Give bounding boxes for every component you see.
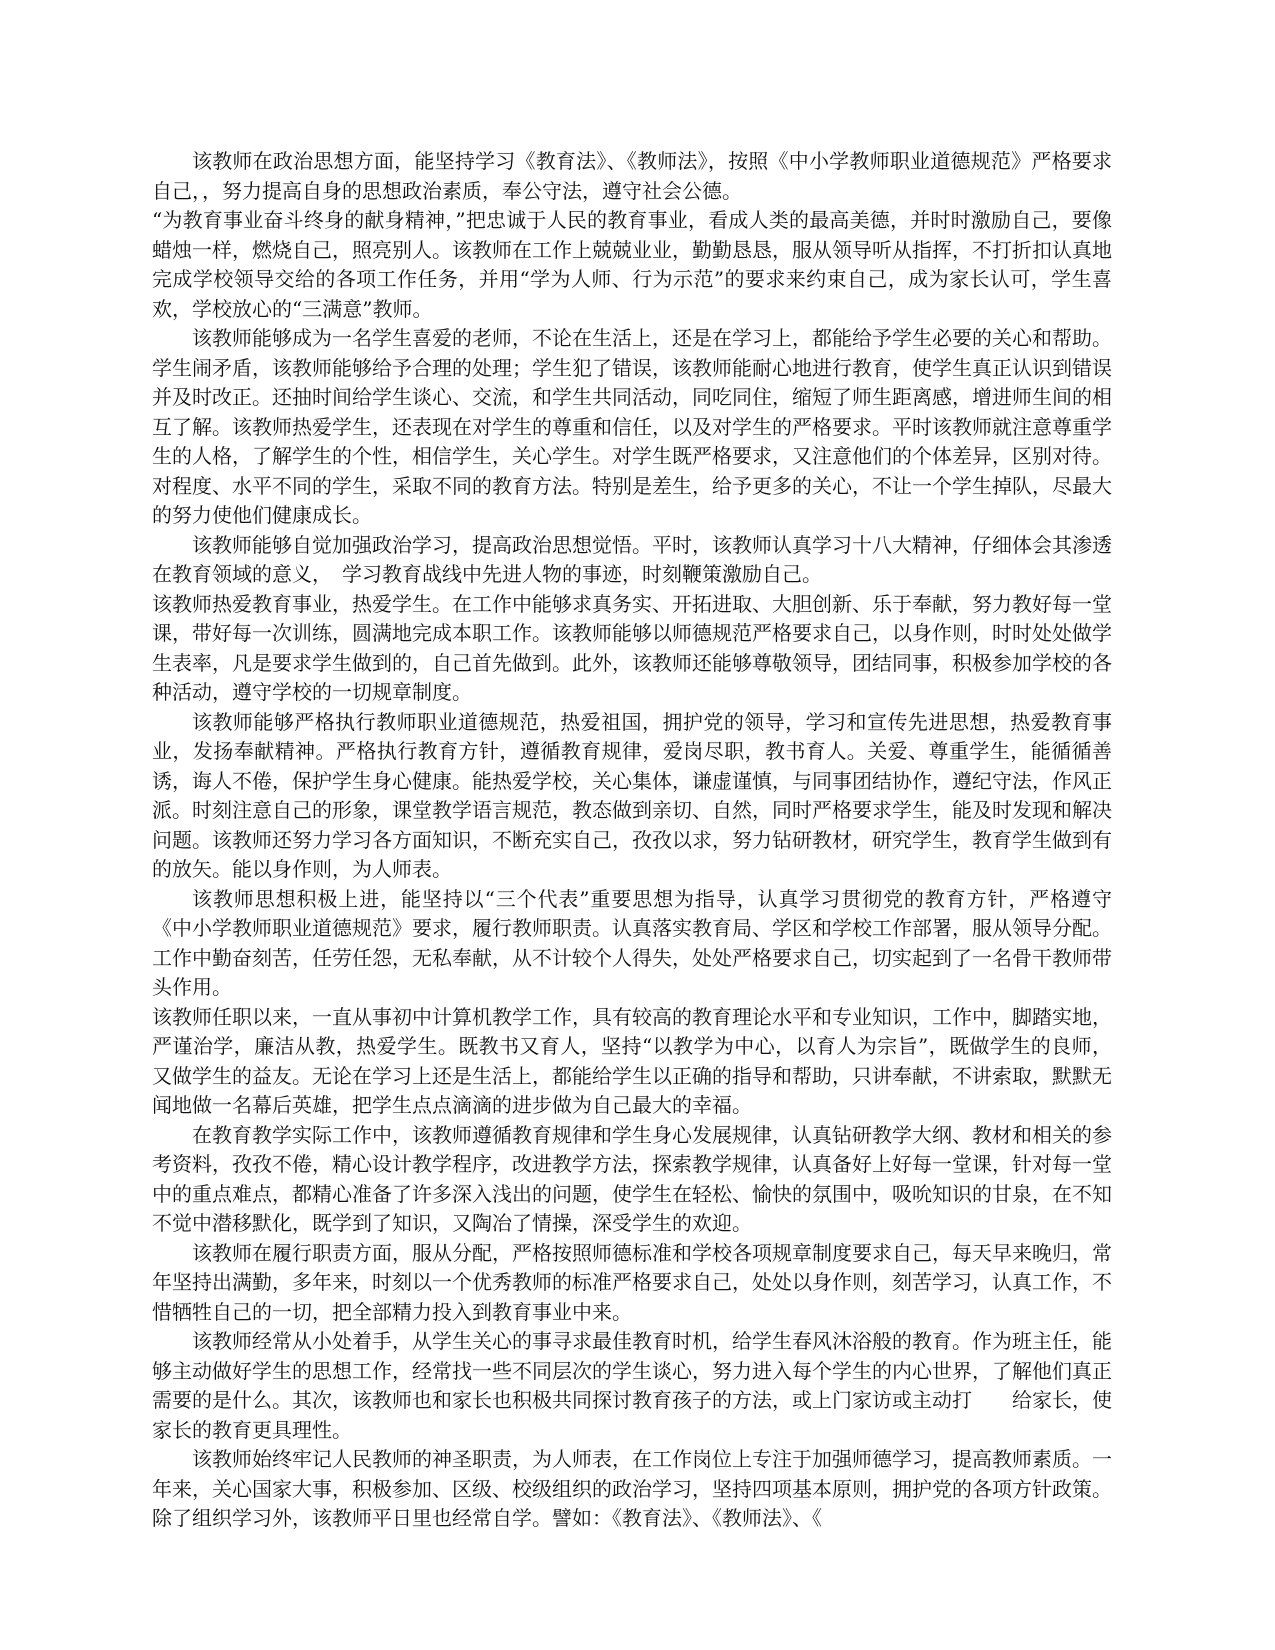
paragraph: 该教师始终牢记人民教师的神圣职责，为人师表，在工作岗位上专注于加强师德学习，提高教师素质。一年来，关心国家大事，积极参加、区级、校级组织的政治学习，坚持四项基本原则，拥护党的各项方针政策。除了组织学习外，该教师平日里也经常自学。譬如：《教育法》、《教师法》、《 (152, 1447, 1112, 1530)
paragraph: 该教师经常从小处着手，从学生关心的事寻求最佳教育时机，给学生春风沐浴般的教育。作为班主任，能够主动做好学生的思想工作，经常找一些不同层次的学生谈心，努力进入每个学生的内心世界，了解他们真正需要的是什么。其次，该教师也和家长也积极共同探讨教育孩子的方法，或上门家访或主动打 给家长，使家长的教育更具理性。 (152, 1329, 1112, 1442)
paragraph: 在教育教学实际工作中，该教师遵循教育规律和学生身心发展规律，认真钻研教学大纲、教材和相关的参考资料，孜孜不倦，精心设计教学程序，改进教学方法，探索教学规律，认真备好上好每一堂课，针对每一堂中的重点难点，都精心准备了许多深入浅出的问题，使学生在轻松、愉快的氛围中，吸吮知识的甘泉，在不知不觉中潜移默化，既学到了知识，又陶冶了情操，深受学生的欢迎。 (152, 1122, 1112, 1235)
paragraph: 该教师热爱教育事业，热爱学生。在工作中能够求真务实、开拓进取、大胆创新、乐于奉献，努力教好每一堂课，带好每一次训练，圆满地完成本职工作。该教师能够以师德规范严格要求自己，以身作则，时时处处做学生表率，凡是要求学生做到的，自己首先做到。此外，该教师还能够尊敬领导，团结同事，积极参加学校的各种活动，遵守学校的一切规章制度。 (152, 591, 1112, 704)
paragraph: 该教师能够自觉加强政治学习，提高政治思想觉悟。平时，该教师认真学习十八大精神，仔细体会其渗透在教育领域的意义， 学习教育战线中先进人物的事迹，时刻鞭策激励自己。 (152, 532, 1112, 586)
paragraph: “为教育事业奋斗终身的献身精神，”把忠诚于人民的教育事业，看成人类的最高美德，并时时激励自己，要像蜡烛一样，燃烧自己，照亮别人。该教师在工作上兢兢业业，勤勤恳恳，服从领导听从指挥，不打折扣认真地完成学校领导交给的各项工作任务，并用“学为人师、行为示范”的要求来约束自己，成为家长认可，学生喜欢，学校放心的“三满意”教师。 (152, 208, 1112, 321)
paragraph: 该教师任职以来，一直从事初中计算机教学工作，具有较高的教育理论水平和专业知识，工作中，脚踏实地，严谨治学，廉洁从教，热爱学生。既教书又育人，坚持“以教学为中心，以育人为宗旨”，既做学生的良师，又做学生的益友。无论在学习上还是生活上，都能给学生以正确的指导和帮助，只讲奉献，不讲索取，默默无闻地做一名幕后英雄，把学生点点滴滴的进步做为自己最大的幸福。 (152, 1004, 1112, 1117)
paragraph: 该教师能够成为一名学生喜爱的老师，不论在生活上，还是在学习上，都能给予学生必要的关心和帮助。学生闹矛盾，该教师能够给予合理的处理；学生犯了错误，该教师能耐心地进行教育，使学生真正认识到错误并及时改正。还抽时间给学生谈心、交流，和学生共同活动，同吃同住，缩短了师生距离感，增进师生间的相互了解。该教师热爱学生，还表现在对学生的尊重和信任，以及对学生的严格要求。平时该教师就注意尊重学生的人格，了解学生的个性，相信学生，关心学生。对学生既严格要求，又注意他们的个体差异，区别对待。对程度、水平不同的学生，采取不同的教育方法。特别是差生，给予更多的关心，不让一个学生掉队，尽最大的努力使他们健康成长。 (152, 326, 1112, 527)
paragraph: 该教师思想积极上进，能坚持以“三个代表”重要思想为指导，认真学习贯彻党的教育方针，严格遵守《中小学教师职业道德规范》要求，履行教师职责。认真落实教育局、学区和学校工作部署，服从领导分配。工作中勤奋刻苦，任劳任怨，无私奉献，从不计较个人得失，处处严格要求自己，切实起到了一名骨干教师带头作用。 (152, 886, 1112, 999)
paragraph: 该教师在政治思想方面，能坚持学习《教育法》、《教师法》，按照《中小学教师职业道德规范》严格要求自己，，努力提高自身的思想政治素质，奉公守法，遵守社会公德。 (152, 149, 1112, 203)
document-body (152, 147, 1112, 1534)
paragraph: 该教师在履行职责方面，服从分配，严格按照师德标准和学校各项规章制度要求自己，每天早来晚归，常年坚持出满勤，多年来，时刻以一个优秀教师的标准严格要求自己，处处以身作则，刻苦学习，认真工作，不惜牺牲自己的一切，把全部精力投入到教育事业中来。 (152, 1240, 1112, 1324)
paragraph: 该教师能够严格执行教师职业道德规范，热爱祖国，拥护党的领导，学习和宣传先进思想，热爱教育事业，发扬奉献精神。严格执行教育方针，遵循教育规律，爱岗尽职，教书育人。关爱、尊重学生，能循循善诱，诲人不倦，保护学生身心健康。能热爱学校，关心集体，谦虚谨慎，与同事团结协作，遵纪守法，作风正派。时刻注意自己的形象，课堂教学语言规范，教态做到亲切、自然，同时严格要求学生，能及时发现和解决问题。该教师还努力学习各方面知识，不断充实自己，孜孜以求，努力钻研教材，研究学生，教育学生做到有的放矢。能以身作则，为人师表。 (152, 709, 1112, 881)
